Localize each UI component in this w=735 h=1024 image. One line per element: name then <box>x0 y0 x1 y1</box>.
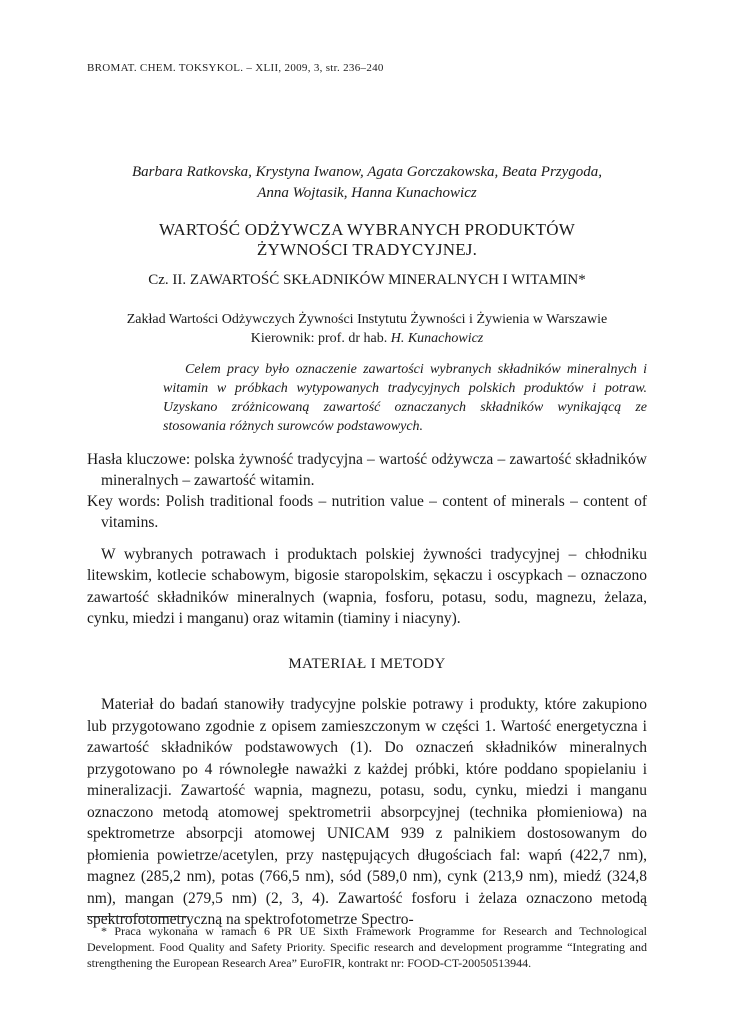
abstract: Celem pracy było oznaczenie zawartości wybranych składników mineralnych i witamin w próbkach wytypowanych tradycyjnych polskich produktów i potraw. Uzyskano zróżnicowaną zawartość oznaczanych składników wynikającą ze stosowania różnych surowców podstawowych. <box>163 362 647 434</box>
author-line-1: Barbara Ratkovska, Krystyna Iwanow, Agata Gorczakowska, Beata Przygoda, <box>131 164 603 180</box>
paper-subtitle: Cz. II. ZAWARTOŚĆ SKŁADNIKÓW MINERALNYCH I WITAMIN* <box>148 272 586 288</box>
intro-paragraph: W wybranych potrawach i produktach polskiej żywności tradycyjnej – chłodniku litewskim, kotlecie schabowym, bigosie staropolskim, sękaczu i oscypkach – oznaczono zawartość składników mineralnych (wapnia, fosforu, potasu, sodu, magnezu, żelaza, cynku, miedzi i manganu) oraz witamin (tiaminy i niacyny). <box>87 546 647 627</box>
head-label: Kierownik: prof. dr hab. <box>250 331 388 346</box>
footnote-divider <box>87 916 187 917</box>
title-line-1: WARTOŚĆ ODŻYWCZA WYBRANYCH PRODUKTÓW <box>159 220 575 239</box>
keywords <box>87 449 647 533</box>
author-list <box>87 162 647 204</box>
methods-paragraph: Materiał do badań stanowiły tradycyjne polskie potrawy i produkty, które zakupiono lub przygotowano zgodnie z opisem zamieszczonym w części 1. Wartość energetyczna i zawartość składników podstawowych (1). Do oznaczeń składników mineralnych przygotowano po 4 równoległe naważki z każdej próbki, które poddano spopielaniu i mineralizacji. Zawartość wapnia, magnezu, potasu, sodu, cynku, miedzi i manganu oznaczono metodą atomowej spektrometrii absorpcyjnej (technika płomieniowa) na spektrometrze absorpcji atomowej UNICAM 939 z palnikiem dostosowanym do płomienia powietrze/acetylen, przy następujących długościach fal: wapń (422,7 nm), magnez (285,2 nm), potas (766,5 nm), sód (589,0 nm), cynk (213,9 nm), miedź (324,8 nm), mangan (279,5 nm) (2, 3, 4). Zawartość fosforu i żelaza oznaczono metodą spektrofotometryczną na spektrofotometrze Spectro- <box>87 696 647 928</box>
head-of-department <box>87 329 647 348</box>
author-line-2: Anna Wojtasik, Hanna Kunachowicz <box>257 185 477 201</box>
head-name: H. Kunachowicz <box>390 331 484 346</box>
institute-name: Zakład Wartości Odżywczych Żywności Instytutu Żywności i Żywienia w Warszawie <box>126 312 608 327</box>
keywords-polish: Hasła kluczowe: polska żywność tradycyjna – wartość odżywcza – zawartość składników mineralnych – zawartość witamin. <box>87 451 647 489</box>
paper-title <box>87 220 647 260</box>
affiliation <box>87 310 647 348</box>
title-line-2: ŻYWNOŚCI TRADYCYJNEJ. <box>256 240 478 259</box>
journal-header: BROMAT. CHEM. TOKSYKOL. – XLII, 2009, 3, str. 236–240 <box>87 62 384 74</box>
keywords-english: Key words: Polish traditional foods – nutrition value – content of minerals – content of vitamins. <box>87 493 647 531</box>
section-heading: MATERIAŁ I METODY <box>288 656 446 672</box>
footnote: * Praca wykonana w ramach 6 PR UE Sixth Framework Programme for Research and Technological Development. Food Quality and Safety Priority. Specific research and development programme “Integrating and strengthening the European Research Area” EuroFIR, kontrakt nr: FOOD-CT-20050513944. <box>87 924 647 970</box>
